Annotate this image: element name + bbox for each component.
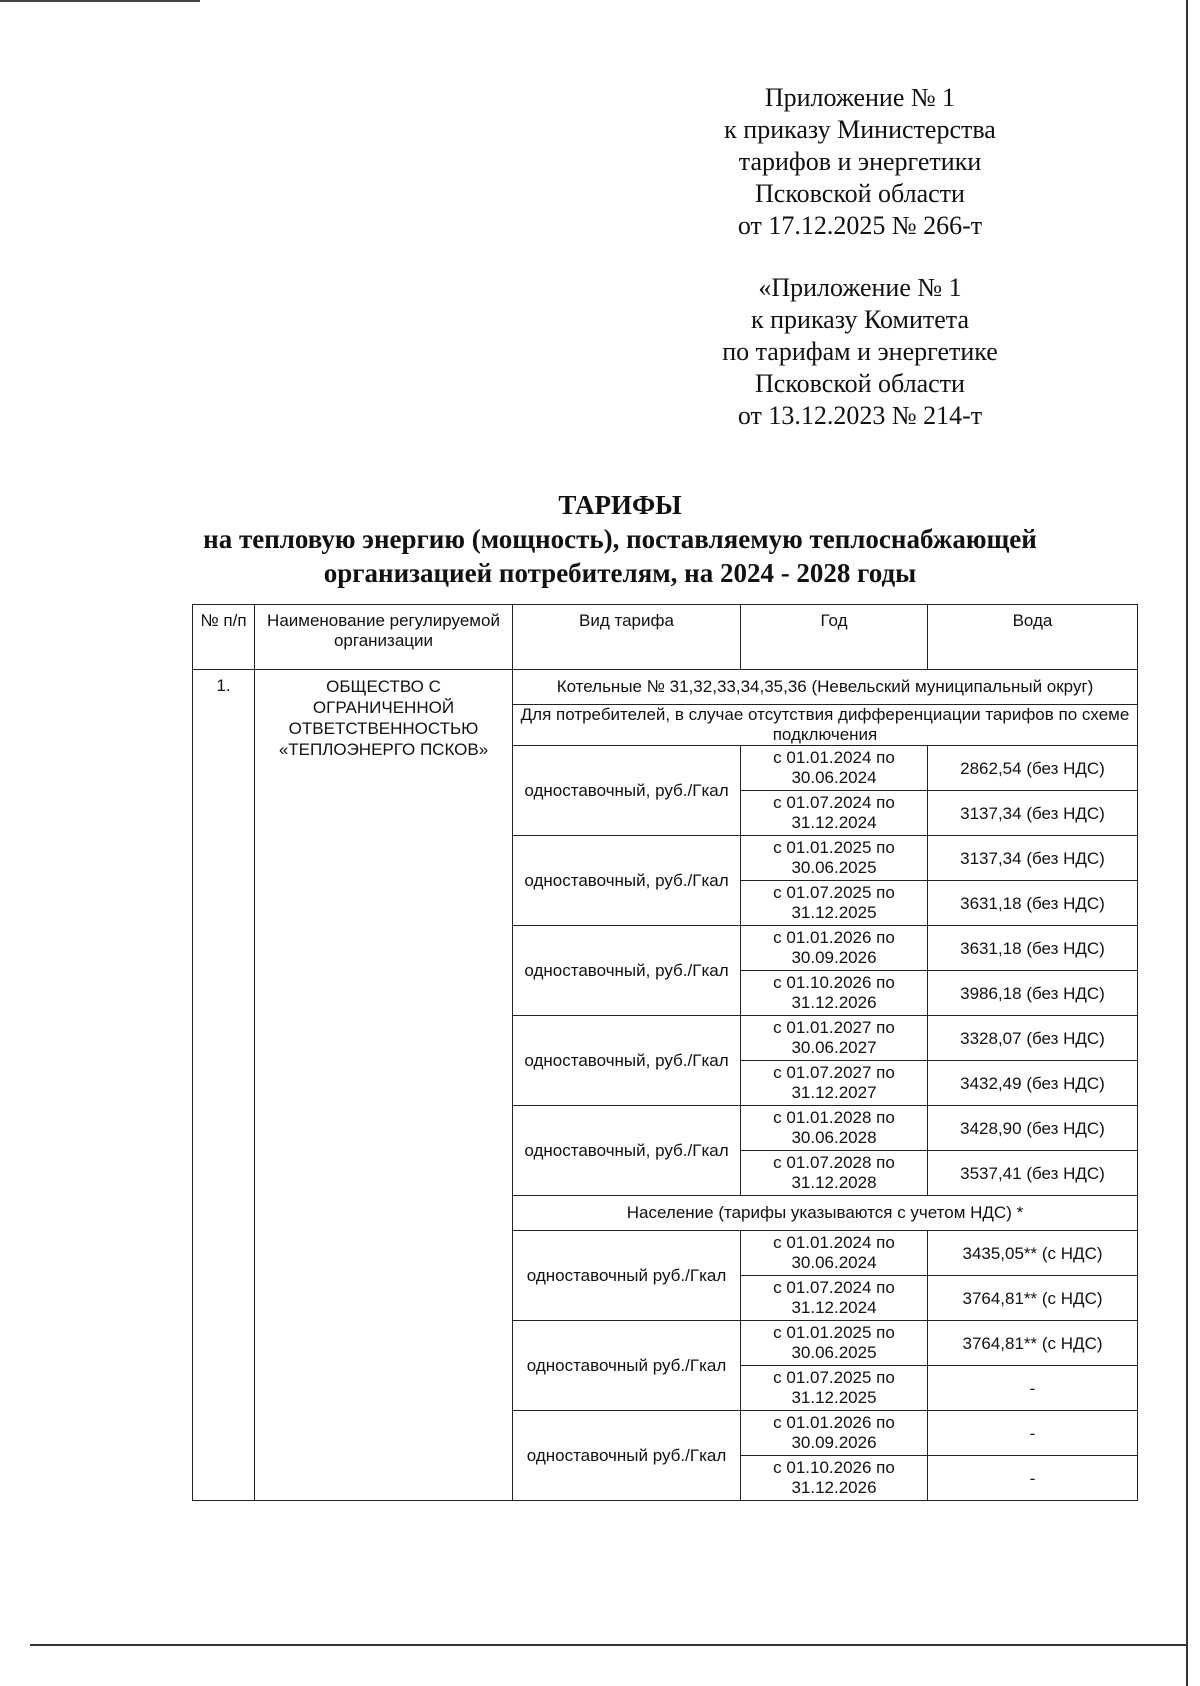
- title-line: организацией потребителям, на 2024 - 2028 годы: [323, 558, 917, 588]
- tariff-type: одноставочный руб./Гкал: [513, 1321, 741, 1411]
- tariff-value: 3986,18 (без НДС): [928, 971, 1138, 1016]
- appendix-line: к приказу Министерства: [724, 115, 996, 144]
- tariff-value: 3631,18 (без НДС): [928, 926, 1138, 971]
- tariff-value: 3435,05** (с НДС): [928, 1231, 1138, 1276]
- period: с 01.01.2024 по 30.06.2024: [741, 1231, 928, 1276]
- tariff-value: 3631,18 (без НДС): [928, 881, 1138, 926]
- header-year: Год: [741, 605, 928, 670]
- period: с 01.07.2024 по 31.12.2024: [741, 1276, 928, 1321]
- period: с 01.01.2026 по 30.09.2026: [741, 926, 928, 971]
- tariff-type: одноставочный, руб./Гкал: [513, 746, 741, 836]
- period: с 01.07.2025 по 31.12.2025: [741, 1366, 928, 1411]
- title-line: на тепловую энергию (мощность), поставляемую теплоснабжающей: [203, 524, 1037, 554]
- tariff-value: 2862,54 (без НДС): [928, 746, 1138, 791]
- table-row: [193, 670, 1138, 705]
- header-tariff-type: Вид тарифа: [513, 605, 741, 670]
- appendix-header-current: [700, 82, 1020, 242]
- appendix-line: «Приложение № 1: [758, 273, 962, 302]
- table-header-row: [193, 605, 1138, 670]
- tariff-value: 3137,34 (без НДС): [928, 836, 1138, 881]
- period: с 01.10.2026 по 31.12.2026: [741, 971, 928, 1016]
- tariff-value: -: [928, 1456, 1138, 1501]
- header-number: № п/п: [193, 605, 255, 670]
- tariff-table: [192, 604, 1138, 1501]
- header-water: Вода: [928, 605, 1138, 670]
- appendix-line: тарифов и энергетики: [738, 147, 982, 176]
- page-border-top: [0, 0, 200, 2]
- period: с 01.01.2027 по 30.06.2027: [741, 1016, 928, 1061]
- tariff-value: 3764,81** (с НДС): [928, 1276, 1138, 1321]
- tariff-value: 3764,81** (с НДС): [928, 1321, 1138, 1366]
- tariff-value: 3428,90 (без НДС): [928, 1106, 1138, 1151]
- tariff-value: 3432,49 (без НДС): [928, 1061, 1138, 1106]
- tariff-value: 3537,41 (без НДС): [928, 1151, 1138, 1196]
- tariff-type: одноставочный, руб./Гкал: [513, 836, 741, 926]
- appendix-line: Псковской области: [755, 369, 965, 398]
- appendix-line: от 13.12.2023 № 214-т: [737, 401, 983, 430]
- period: с 01.01.2025 по 30.06.2025: [741, 836, 928, 881]
- period: с 01.01.2024 по 30.06.2024: [741, 746, 928, 791]
- appendix-header-original: [700, 272, 1020, 432]
- tariff-type: одноставочный, руб./Гкал: [513, 926, 741, 1016]
- section-population: Население (тарифы указываются с учетом НДС) *: [513, 1196, 1138, 1231]
- period: с 01.01.2028 по 30.06.2028: [741, 1106, 928, 1151]
- tariff-value: -: [928, 1411, 1138, 1456]
- tariff-type: одноставочный, руб./Гкал: [513, 1016, 741, 1106]
- header-organization: Наименование регулируемой организации: [255, 605, 513, 670]
- tariff-type: одноставочный руб./Гкал: [513, 1231, 741, 1321]
- appendix-line: к приказу Комитета: [750, 305, 969, 334]
- row-number: 1.: [193, 670, 255, 1501]
- page-border-bottom: [30, 1644, 1188, 1646]
- period: с 01.07.2024 по 31.12.2024: [741, 791, 928, 836]
- appendix-line: по тарифам и энергетике: [722, 337, 998, 366]
- period: с 01.01.2025 по 30.06.2025: [741, 1321, 928, 1366]
- organization-name: ОБЩЕСТВО С ОГРАНИЧЕННОЙ ОТВЕТСТВЕННОСТЬЮ «ТЕПЛОЭНЕРГО ПСКОВ»: [255, 670, 513, 1501]
- tariff-value: 3137,34 (без НДС): [928, 791, 1138, 836]
- period: с 01.07.2028 по 31.12.2028: [741, 1151, 928, 1196]
- tariff-type: одноставочный руб./Гкал: [513, 1411, 741, 1501]
- page-border-right: [1186, 0, 1188, 1686]
- period: с 01.01.2026 по 30.09.2026: [741, 1411, 928, 1456]
- title-line: ТАРИФЫ: [558, 490, 682, 520]
- document-title: [150, 488, 1090, 590]
- period: с 01.07.2027 по 31.12.2027: [741, 1061, 928, 1106]
- appendix-line: от 17.12.2025 № 266-т: [737, 211, 983, 240]
- boiler-houses: Котельные № 31,32,33,34,35,36 (Невельский муниципальный округ): [513, 670, 1138, 705]
- period: с 01.10.2026 по 31.12.2026: [741, 1456, 928, 1501]
- tariff-value: -: [928, 1366, 1138, 1411]
- appendix-line: Псковской области: [755, 179, 965, 208]
- appendix-line: Приложение № 1: [764, 83, 956, 112]
- period: с 01.07.2025 по 31.12.2025: [741, 881, 928, 926]
- section-consumers: Для потребителей, в случае отсутствия дифференциации тарифов по схеме подключения: [513, 705, 1138, 746]
- tariff-type: одноставочный, руб./Гкал: [513, 1106, 741, 1196]
- tariff-value: 3328,07 (без НДС): [928, 1016, 1138, 1061]
